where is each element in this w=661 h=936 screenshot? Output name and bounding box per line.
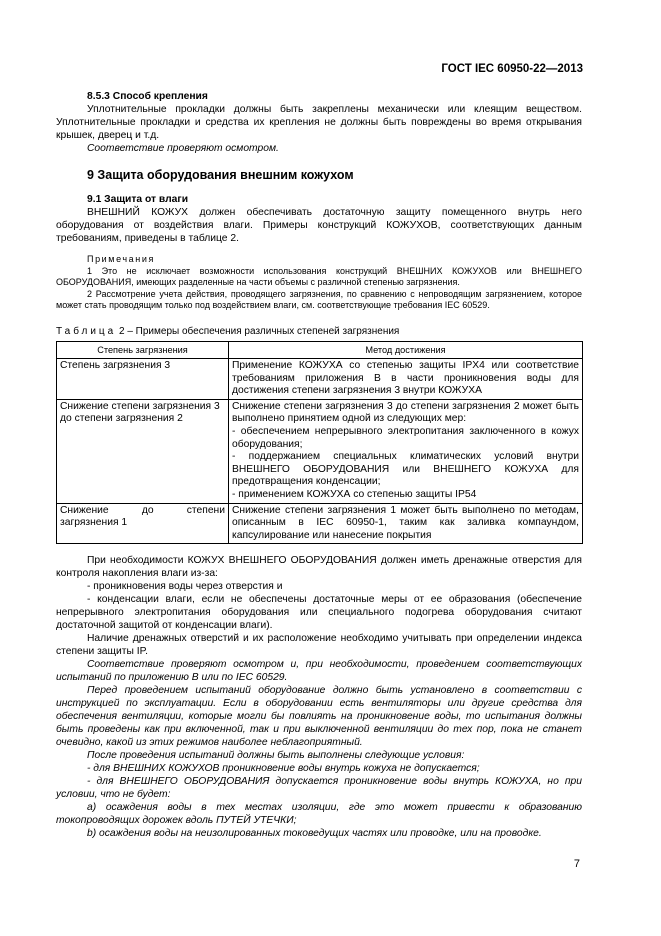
table-row <box>57 399 583 503</box>
table-cell: Снижение степени загрязнения 3 до степени загрязнения 2 <box>57 399 229 503</box>
page-number: 7 <box>573 858 580 870</box>
section-91-paragraph: ВНЕШНИЙ КОЖУХ должен обеспечивать достаточную защиту помещенного внутрь него оборудования от воздействия влаги. Примеры конструкций КОЖУХОВ, соответствующих данным требованиям, приведены в таблице 2. <box>56 207 582 244</box>
drainage-paragraph: При необходимости КОЖУХ ВНЕШНЕГО ОБОРУДОВАНИЯ должен иметь дренажные отверстия для контроля накопления влаги из-за: <box>56 555 582 580</box>
drainage-item-water: - проникновения воды через отверстия и <box>87 581 283 593</box>
condition-external-enclosure: - для ВНЕШНИХ КОЖУХОВ проникновение воды внутрь кожуха не допускается; <box>87 763 480 775</box>
table-cell: Степень загрязнения 3 <box>57 359 229 400</box>
condition-b: b) осаждения воды на неизолированных токоведущих частях или проводке, или на проводке. <box>87 828 542 840</box>
table-cell: Применение КОЖУХА со степенью защиты IPX4 или соответствие требованиям приложения В в части проникновения воды для достижения степени загрязнения 3 внутри КОЖУХА <box>229 359 583 400</box>
post-test-conditions: После проведения испытаний должны быть выполнены следующие условия: <box>87 750 465 762</box>
standard-header: ГОСТ IEC 60950-22—2013 <box>441 63 583 75</box>
page-content <box>56 90 582 840</box>
table-header-cell: Метод достижения <box>229 341 583 359</box>
pollution-degree-table <box>56 341 583 545</box>
table-caption <box>56 325 582 338</box>
section-853-paragraph: Уплотнительные прокладки должны быть закреплены механически или клеящим веществом. Уплотнительные прокладки и средства их крепления не должны быть повреждены во время открывания крышек, дверец и т.д. <box>56 104 582 141</box>
drainage-ip-paragraph: Наличие дренажных отверстий и их расположение необходимо учитывать при определении индекса степени защиты IP. <box>56 633 582 658</box>
section-853-check: Соответствие проверяют осмотром. <box>87 143 279 154</box>
section-853-title: 8.5.3 Способ крепления <box>87 91 208 102</box>
condition-external-equipment: - для ВНЕШНЕГО ОБОРУДОВАНИЯ допускается проникновение воды внутрь КОЖУХА, но при условии, что не будет: <box>56 776 582 801</box>
compliance-check: Соответствие проверяют осмотром и, при необходимости, проведением соответствующих испытаний по приложению В или по IEC 60529. <box>56 659 582 684</box>
table-caption-word: Таблица <box>56 325 117 337</box>
table-cell: Снижение степени загрязнения 1 может быть выполнено по методам, описанным в IEC 60950-1, таким как заливка компаундом, капсулирование или нанесение покрытия <box>229 503 583 544</box>
table-header-row <box>57 341 583 359</box>
table-cell: Снижение степени загрязнения 3 до степени загрязнения 2 может быть выполнено принятием одной из следующих мер: - обеспечением непрерывного электропитания заключенного в кожух оборудования; - поддержанием специальных климатических условий внутри ВНЕШНЕГО ОБОРУДОВАНИЯ или ВНЕШНЕГО КОЖУХА для предотвращения конденсации; - применением КОЖУХА со степенью защиты IP54 <box>229 399 583 503</box>
test-setup-paragraph: Перед проведением испытаний оборудование должно быть установлено в соответствии с инструкцией по эксплуатации. Если в оборудовании есть вентиляторы или другие средства для обеспечения вентиляции, которые могли бы повлиять на проникновение воды, то испытания должны быть проведены как при включенной, так и при выключенной вентиляции до тех пор, пока не станет очевидно, какой из этих режимов наиболее неблагоприятный. <box>56 685 582 749</box>
note-1: 1 Это не исключает возможности использования конструкций ВНЕШНИХ КОЖУХОВ или ВНЕШНЕГО ОБОРУДОВАНИЯ, имеющих разделенные на части объемы с различной степенью загрязнения. <box>56 265 582 287</box>
table-caption-text: 2 – Примеры обеспечения различных степеней загрязнения <box>119 325 400 337</box>
table-row <box>57 503 583 544</box>
table-row <box>57 359 583 400</box>
drainage-item-condensation: - конденсации влаги, если не обеспечены достаточные меры от ее образования (обеспечение непрерывного электропитания оборудования или специального подогрева оборудования считают достаточной защитой от конденсации влаги). <box>56 594 582 632</box>
after-table-block <box>56 554 582 840</box>
note-2: 2 Рассмотрение учета действия, проводящего загрязнения, по сравнению с непроводящим загрязнением, которое может стать проводящим только под воздействием влаги, см. соответствующие требования IEC 60529. <box>56 288 582 310</box>
notes-title: Примечания <box>87 254 155 264</box>
section-9-title: 9 Защита оборудования внешним кожухом <box>87 168 354 182</box>
condition-a: a) осаждения воды в тех местах изоляции, где это может привести к образованию токопроводящих дорожек вдоль ПУТЕЙ УТЕЧКИ; <box>56 802 582 827</box>
table-header-cell: Степень загрязнения <box>57 341 229 359</box>
section-91-title: 9.1 Защита от влаги <box>87 194 189 205</box>
table-cell: Снижение до степени загрязнения 1 <box>57 503 229 544</box>
